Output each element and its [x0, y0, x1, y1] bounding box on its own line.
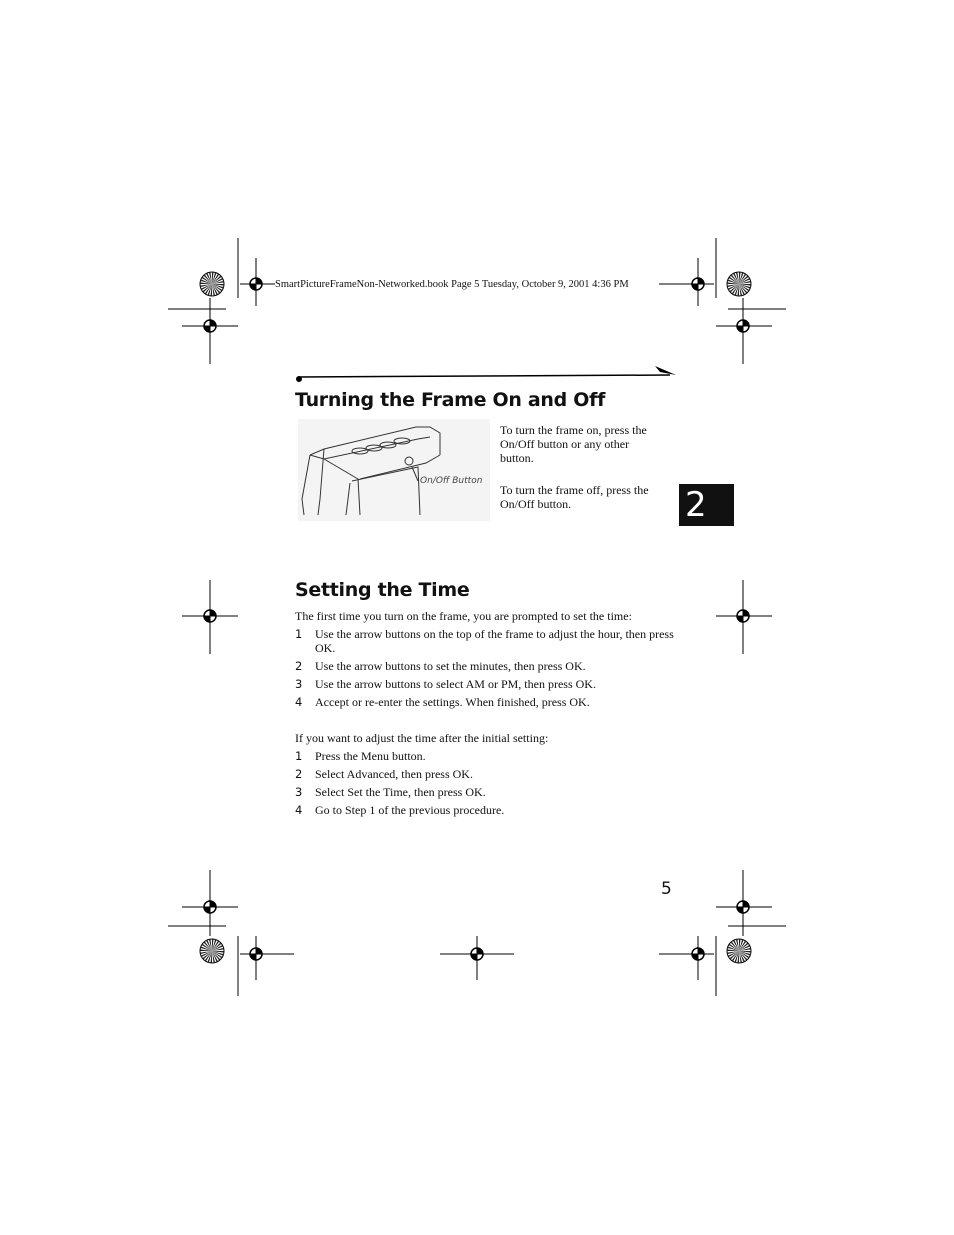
step-text: Go to Step 1 of the previous procedure. [315, 803, 505, 817]
step-text: Select Set the Time, then press OK. [315, 785, 486, 799]
intro-paragraph: The first time you turn on the frame, you are prompted to set the time: [295, 609, 632, 623]
step-text: Press the Menu button. [315, 749, 426, 763]
step-text: Select Advanced, then press OK. [315, 767, 473, 781]
registration-target [471, 948, 483, 960]
step-number: 4 [295, 695, 303, 709]
chapter-tab: 2 [679, 484, 734, 526]
starburst-mark [200, 939, 224, 963]
section-heading-setting-time: Setting the Time [295, 579, 470, 601]
text-line: On/Off button or any other [500, 437, 630, 451]
paragraph-turn-off [500, 483, 670, 511]
registration-target [250, 948, 262, 960]
registration-target [737, 610, 749, 622]
step-number: 2 [295, 767, 303, 781]
step-number: 1 [295, 627, 303, 641]
registration-target [250, 278, 262, 290]
registration-target [204, 610, 216, 622]
registration-target [692, 278, 704, 290]
text-line: On/Off button. [500, 497, 572, 511]
step-text: Use the arrow buttons to select AM or PM, then press OK. [315, 677, 596, 691]
registration-target [204, 901, 216, 913]
text-line: OK. [315, 641, 336, 655]
registration-target [204, 320, 216, 332]
running-header: SmartPictureFrameNon-Networked.book Page 5 Tuesday, October 9, 2001 4:36 PM [275, 279, 629, 290]
starburst-mark [727, 272, 751, 296]
text-line: Use the arrow buttons on the top of the frame to adjust the hour, then press [315, 627, 674, 641]
figure-caption: On/Off Button [420, 476, 483, 486]
step-text: Accept or re-enter the settings. When finished, press OK. [315, 695, 590, 709]
section-heading-frame-on-off: Turning the Frame On and Off [295, 389, 606, 411]
step-text [315, 627, 685, 655]
intro-paragraph-2: If you want to adjust the time after the initial setting: [295, 731, 549, 745]
registration-target [692, 948, 704, 960]
frame-illustration [298, 419, 490, 521]
registration-target [737, 901, 749, 913]
step-number: 3 [295, 785, 303, 799]
starburst-mark [727, 939, 751, 963]
text-line: To turn the frame off, press the [500, 483, 649, 497]
starburst-mark [200, 272, 224, 296]
step-number: 4 [295, 803, 303, 817]
page-number: 5 [661, 879, 672, 899]
text-line: button. [500, 451, 534, 465]
paragraph-turn-on [500, 423, 670, 465]
step-number: 3 [295, 677, 303, 691]
registration-target [737, 320, 749, 332]
step-text: Use the arrow buttons to set the minutes, then press OK. [315, 659, 586, 673]
step-number: 2 [295, 659, 303, 673]
text-line: To turn the frame on, press the [500, 423, 647, 437]
section-rule [296, 366, 676, 382]
step-number: 1 [295, 749, 303, 763]
